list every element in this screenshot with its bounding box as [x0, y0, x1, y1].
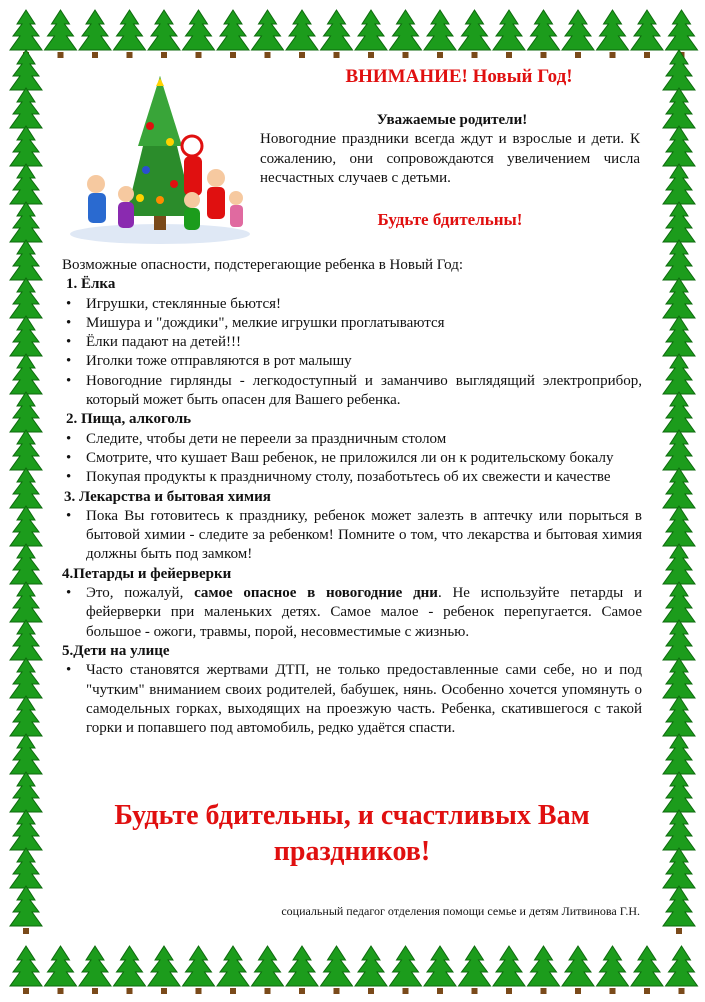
closing-line: праздников!	[273, 836, 431, 867]
christmas-tree-icon	[459, 10, 491, 58]
christmas-tree-icon	[45, 10, 77, 58]
christmas-tree-icon	[666, 10, 698, 58]
section-heading: 1. Ёлка	[66, 276, 116, 293]
christmas-tree-icon	[183, 946, 215, 994]
list-item: • Новогодние гирлянды - легкодоступный и заманчиво выглядящий электроприбор, который может быть опасен для Вашего ребенка.	[62, 372, 642, 411]
christmas-tree-icon	[355, 946, 387, 994]
christmas-tree-icon	[528, 10, 560, 58]
list-item: • Часто становятся жертвами ДТП, не только предоставленные сами себе, но и под "чутким" вниманием своих родителей, бабушек, нянь. Особенно хочется упомянуть о самодельных горках, выходящих на проезжую часть. Ребенка, скатившегося с такой горки и попавшего под автомобиль, редко удаётся спасти.	[62, 661, 642, 738]
list-item: • Игрушки, стеклянные бьются!	[62, 295, 642, 314]
closing-line: Будьте бдительны, и счастливых Вам	[114, 800, 590, 831]
christmas-tree-icon	[597, 10, 629, 58]
christmas-tree-icon	[252, 10, 284, 58]
christmas-tree-icon	[597, 946, 629, 994]
christmas-tree-icon	[666, 946, 698, 994]
christmas-tree-icon	[79, 946, 111, 994]
christmas-tree-icon	[10, 886, 42, 934]
item-text: Это, пожалуй,	[86, 585, 195, 602]
christmas-tree-icon	[424, 946, 456, 994]
list-item: • Иголки тоже отправляются в рот малышу	[62, 352, 642, 371]
christmas-tree-icon	[321, 946, 353, 994]
christmas-tree-icon	[114, 10, 146, 58]
dangers-list	[62, 256, 642, 738]
children-christmas-tree-illustration	[66, 66, 254, 246]
list-item: • Следите, чтобы дети не переели за праздничным столом	[62, 430, 642, 449]
section-heading: 2. Пища, алкоголь	[66, 411, 192, 428]
section-heading: 4.Петарды и фейерверки	[62, 565, 232, 582]
list-item: • Смотрите, что кушает Ваш ребенок, не приложился ли он к родительскому бокалу	[62, 449, 642, 468]
page-title: ВНИМАНИЕ! Новый Год!	[345, 66, 573, 87]
christmas-tree-icon	[286, 10, 318, 58]
christmas-tree-icon	[148, 10, 180, 58]
christmas-tree-icon	[286, 946, 318, 994]
christmas-tree-icon	[321, 10, 353, 58]
christmas-tree-icon	[79, 10, 111, 58]
list-item: • Ёлки падают на детей!!!	[62, 333, 642, 352]
greeting: Уважаемые родители!	[376, 112, 528, 128]
christmas-tree-icon	[663, 886, 695, 934]
christmas-tree-icon	[10, 946, 42, 994]
signature: социальный педагог отделения помощи семье и детям Литвинова Г.Н.	[281, 904, 640, 918]
christmas-tree-icon	[217, 10, 249, 58]
intro-paragraph: Новогодние праздники всегда ждут и взрослые и дети. К сожалению, они сопровождаются увеличением числа несчастных случаев с детьми.	[260, 131, 640, 186]
christmas-tree-icon	[390, 946, 422, 994]
list-item: • Покупая продукты к праздничному столу, позаботьтесь об их свежести и качестве	[62, 468, 642, 487]
christmas-tree-icon	[459, 946, 491, 994]
section-heading: 3. Лекарства и бытовая химия	[64, 488, 271, 505]
christmas-tree-icon	[562, 10, 594, 58]
christmas-tree-icon	[148, 946, 180, 994]
christmas-tree-icon	[493, 10, 525, 58]
christmas-tree-icon	[631, 10, 663, 58]
christmas-tree-icon	[562, 946, 594, 994]
section-heading: 5.Дети на улице	[62, 642, 170, 659]
christmas-tree-icon	[424, 10, 456, 58]
christmas-tree-icon	[631, 946, 663, 994]
christmas-tree-icon	[252, 946, 284, 994]
alert-heading: Будьте бдительны!	[377, 210, 523, 229]
christmas-tree-icon	[183, 10, 215, 58]
list-item: • Мишура и "дождики", мелкие игрушки проглатываются	[62, 314, 642, 333]
closing-message	[62, 798, 642, 870]
christmas-tree-icon	[390, 10, 422, 58]
christmas-tree-icon	[45, 946, 77, 994]
christmas-tree-icon	[217, 946, 249, 994]
christmas-tree-icon	[493, 946, 525, 994]
christmas-tree-icon	[355, 10, 387, 58]
list-item	[62, 584, 642, 642]
item-emphasis: самое опасное в новогодние дни	[194, 585, 438, 602]
list-item: • Пока Вы готовитесь к празднику, ребенок может залезть в аптечку или порыться в бытовой химии - следите за ребенком! Помните о том, что лекарства и бытовая химия должны быть под замком!	[62, 507, 642, 565]
christmas-tree-icon	[114, 946, 146, 994]
item-text: . Не используйте петарды и фейерверки при маленьких детях. Самое малое - ребенок перепугается. Самое большое - ожоги, травмы, порой, несовместимые с жизнью.	[86, 585, 642, 640]
lead-text: Возможные опасности, подстерегающие ребенка в Новый Год:	[62, 257, 464, 273]
christmas-tree-icon	[528, 946, 560, 994]
